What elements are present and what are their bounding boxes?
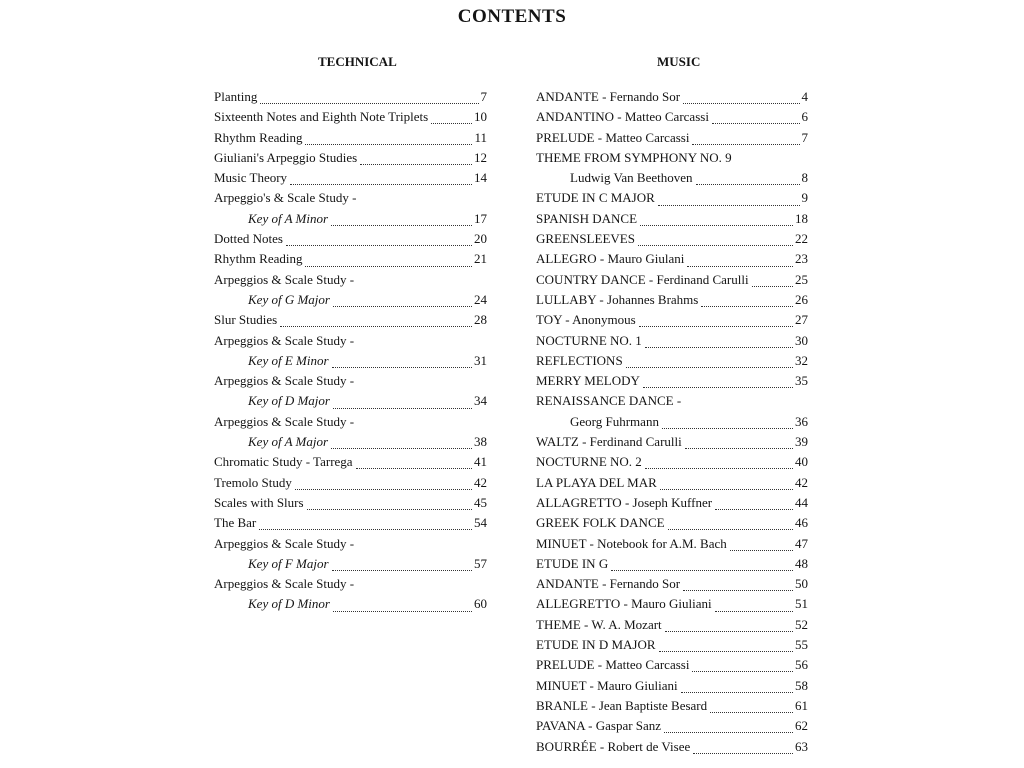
dot-leader <box>664 731 793 733</box>
dot-leader <box>665 630 793 632</box>
music-entry-title: TOY - Anonymous <box>536 312 636 328</box>
dot-leader <box>259 528 472 530</box>
technical-entry-page: 10 <box>474 109 487 125</box>
music-entry-page: 32 <box>795 352 808 368</box>
technical-entry <box>214 130 487 150</box>
dot-leader <box>307 508 472 510</box>
technical-entry-page: 34 <box>474 393 487 409</box>
dot-leader <box>730 549 793 551</box>
technical-entry-page: 20 <box>474 231 487 247</box>
technical-entry-page: 45 <box>474 494 487 510</box>
music-entry-page: 4 <box>801 89 808 104</box>
music-entry-title: ALLAGRETTO - Joseph Kuffner <box>536 494 713 510</box>
music-entry-page: 26 <box>795 291 808 307</box>
music-entry-page: 58 <box>795 677 808 693</box>
technical-entry-page: 24 <box>474 291 487 307</box>
dot-leader <box>331 447 472 449</box>
dot-leader <box>683 589 793 591</box>
music-entry-title: SPANISH DANCE <box>536 210 638 226</box>
page-title: CONTENTS <box>457 6 567 27</box>
music-entry <box>536 414 808 434</box>
music-entry-page: 36 <box>795 413 808 429</box>
music-entry-page: 46 <box>795 515 808 531</box>
music-entry-title: BRANLE - Jean Baptiste Besard <box>536 697 708 713</box>
dot-leader <box>752 285 793 287</box>
music-entry <box>536 495 808 515</box>
technical-entry <box>214 251 487 271</box>
music-entry-title: ETUDE IN G <box>536 555 609 571</box>
music-entry <box>536 698 808 718</box>
music-entry-page: 55 <box>795 637 808 653</box>
technical-entry <box>214 515 487 535</box>
technical-entry-title: Planting <box>214 89 258 104</box>
technical-entry <box>214 231 487 251</box>
dot-leader <box>685 447 793 449</box>
music-entry-page: 22 <box>795 231 808 247</box>
music-entry <box>536 89 808 109</box>
music-entry <box>536 637 808 657</box>
dot-leader <box>693 752 793 754</box>
dot-leader <box>356 467 472 469</box>
dot-leader <box>333 610 472 612</box>
music-entry <box>536 231 808 251</box>
technical-entry <box>214 596 487 616</box>
technical-entry-page: 42 <box>474 474 487 490</box>
music-entry <box>536 251 808 271</box>
technical-entry-title: Key of D Minor <box>248 596 330 612</box>
technical-entry <box>214 393 487 413</box>
technical-entry-title: Arpeggios & Scale Study - <box>214 576 355 592</box>
dot-leader <box>659 650 793 652</box>
music-entry <box>536 109 808 129</box>
dot-leader <box>696 183 800 185</box>
music-entry-page: 27 <box>795 312 808 328</box>
music-entry <box>536 617 808 637</box>
technical-contents-list <box>214 89 487 617</box>
dot-leader <box>660 488 793 490</box>
technical-entry <box>214 475 487 495</box>
music-entry <box>536 434 808 454</box>
technical-entry-title: Slur Studies <box>214 312 278 328</box>
dot-leader <box>332 569 472 571</box>
technical-entry-title: Key of D Major <box>248 393 330 409</box>
music-entry-title: BOURRÉE - Robert de Visee <box>536 738 691 754</box>
music-entry <box>536 353 808 373</box>
music-entry-title: MINUET - Mauro Giuliani <box>536 677 678 693</box>
music-entry-page: 50 <box>795 576 808 592</box>
music-entry-title: THEME FROM SYMPHONY NO. 9 <box>536 149 732 165</box>
music-entry-page: 9 <box>801 190 808 206</box>
dot-leader <box>658 204 800 206</box>
technical-entry <box>214 89 487 109</box>
dot-leader <box>360 163 472 165</box>
music-entry-title: PRELUDE - Matteo Carcassi <box>536 657 690 673</box>
music-entry-page: 63 <box>795 738 808 754</box>
music-entry-title: MINUET - Notebook for A.M. Bach <box>536 535 727 551</box>
music-entry-page: 7 <box>801 129 808 145</box>
music-entry <box>536 393 808 413</box>
music-entry-page: 56 <box>795 657 808 673</box>
music-entry <box>536 556 808 576</box>
music-entry-title: REFLECTIONS <box>536 352 623 368</box>
music-entry-title: LA PLAYA DEL MAR <box>536 474 657 490</box>
music-entry-page: 40 <box>795 454 808 470</box>
technical-entry-title: Scales with Slurs <box>214 494 304 510</box>
music-entry <box>536 333 808 353</box>
technical-entry <box>214 333 487 353</box>
music-entry-title: NOCTURNE NO. 1 <box>536 332 642 348</box>
dot-leader <box>692 143 799 145</box>
technical-entry-title: Key of F Major <box>248 555 329 571</box>
technical-entry-page: 21 <box>474 251 487 267</box>
music-entry-page: 52 <box>795 616 808 632</box>
music-entry <box>536 150 808 170</box>
dot-leader <box>710 711 793 713</box>
music-entry-page: 62 <box>795 718 808 734</box>
music-entry-title: LULLABY - Johannes Brahms <box>536 291 699 307</box>
dot-leader <box>431 122 472 124</box>
music-entry-title: MERRY MELODY <box>536 373 640 389</box>
music-entry <box>536 454 808 474</box>
music-entry-title: ALLEGRETTO - Mauro Giuliani <box>536 596 712 612</box>
dot-leader <box>645 467 793 469</box>
music-entry <box>536 678 808 698</box>
dot-leader <box>643 386 793 388</box>
technical-entry-title: Arpeggios & Scale Study - <box>214 413 355 429</box>
dot-leader <box>683 102 799 104</box>
music-entry-page: 61 <box>795 697 808 713</box>
technical-entry-title: Music Theory <box>214 170 288 186</box>
dot-leader <box>681 691 793 693</box>
dot-leader <box>331 224 472 226</box>
music-entry <box>536 718 808 738</box>
technical-entry-page: 38 <box>474 434 487 450</box>
music-entry <box>536 536 808 556</box>
dot-leader <box>260 102 478 104</box>
music-entry-page: 30 <box>795 332 808 348</box>
technical-entry <box>214 170 487 190</box>
music-entry <box>536 515 808 535</box>
technical-entry-title: Rhythm Reading <box>214 251 303 267</box>
technical-entry-page: 41 <box>474 454 487 470</box>
technical-entry-title: Arpeggio's & Scale Study - <box>214 190 357 206</box>
music-entry-title: NOCTURNE NO. 2 <box>536 454 642 470</box>
dot-leader <box>295 488 472 490</box>
technical-entry <box>214 576 487 596</box>
music-entry-page: 47 <box>795 535 808 551</box>
music-entry-page: 39 <box>795 434 808 450</box>
music-entry-title: COUNTRY DANCE - Ferdinand Carulli <box>536 271 749 287</box>
music-entry-page: 23 <box>795 251 808 267</box>
technical-entry-title: Arpeggios & Scale Study - <box>214 332 355 348</box>
technical-entry <box>214 556 487 576</box>
music-entry <box>536 596 808 616</box>
dot-leader <box>280 325 472 327</box>
dot-leader <box>701 305 793 307</box>
music-entry-title: ETUDE IN D MAJOR <box>536 637 656 653</box>
technical-entry <box>214 414 487 434</box>
technical-entry-page: 12 <box>474 149 487 165</box>
technical-entry-title: Dotted Notes <box>214 231 283 247</box>
technical-entry-page: 11 <box>474 129 487 145</box>
dot-leader <box>638 244 793 246</box>
technical-entry-page: 17 <box>474 210 487 226</box>
technical-entry-page: 54 <box>474 515 487 531</box>
technical-entry-title: Key of G Major <box>248 291 330 307</box>
music-contents-list <box>536 89 808 759</box>
music-entry-title: WALTZ - Ferdinand Carulli <box>536 434 682 450</box>
dot-leader <box>715 610 793 612</box>
technical-entry-title: Key of A Major <box>248 434 329 450</box>
technical-entry <box>214 211 487 231</box>
dot-leader <box>715 508 793 510</box>
dot-leader <box>668 528 793 530</box>
music-entry-title: Georg Fuhrmann <box>570 413 659 429</box>
music-entry <box>536 190 808 210</box>
music-entry-title: ETUDE IN C MAJOR <box>536 190 655 206</box>
dot-leader <box>645 346 793 348</box>
technical-heading: TECHNICAL <box>318 54 397 69</box>
music-entry-title: ALLEGRO - Mauro Giulani <box>536 251 685 267</box>
music-entry-title: PRELUDE - Matteo Carcassi <box>536 129 690 145</box>
dot-leader <box>305 265 472 267</box>
music-entry <box>536 576 808 596</box>
music-entry-title: PAVANA - Gaspar Sanz <box>536 718 662 734</box>
technical-entry-page: 7 <box>480 89 487 104</box>
technical-entry <box>214 150 487 170</box>
technical-entry <box>214 454 487 474</box>
dot-leader <box>639 325 793 327</box>
technical-entry-page: 31 <box>474 352 487 368</box>
music-entry <box>536 292 808 312</box>
music-entry <box>536 312 808 332</box>
dot-leader <box>333 407 472 409</box>
music-entry-title: ANDANTE - Fernando Sor <box>536 576 681 592</box>
technical-entry-page: 28 <box>474 312 487 328</box>
music-entry-page: 35 <box>795 373 808 389</box>
dot-leader <box>687 265 793 267</box>
technical-entry-title: Tremolo Study <box>214 474 292 490</box>
technical-entry <box>214 272 487 292</box>
music-entry-title: ANDANTE - Fernando Sor <box>536 89 681 104</box>
music-entry-page: 8 <box>801 170 808 186</box>
technical-entry-title: Key of A Minor <box>248 210 329 226</box>
technical-entry-title: Rhythm Reading <box>214 129 303 145</box>
dot-leader <box>333 305 472 307</box>
music-entry <box>536 739 808 759</box>
dot-leader <box>662 427 793 429</box>
technical-entry <box>214 190 487 210</box>
music-entry <box>536 475 808 495</box>
music-entry-title: THEME - W. A. Mozart <box>536 616 662 632</box>
music-entry-page: 18 <box>795 210 808 226</box>
music-entry-title: Ludwig Van Beethoven <box>570 170 693 186</box>
dot-leader <box>626 366 793 368</box>
technical-entry <box>214 495 487 515</box>
technical-entry <box>214 536 487 556</box>
technical-entry <box>214 373 487 393</box>
technical-entry-title: Arpeggios & Scale Study - <box>214 535 355 551</box>
technical-entry-title: Giuliani's Arpeggio Studies <box>214 149 358 165</box>
dot-leader <box>640 224 793 226</box>
technical-entry <box>214 312 487 332</box>
dot-leader <box>332 366 472 368</box>
technical-entry <box>214 109 487 129</box>
technical-entry-title: Chromatic Study - Tarrega <box>214 454 353 470</box>
technical-entry <box>214 434 487 454</box>
dot-leader <box>286 244 472 246</box>
technical-entry-title: Sixteenth Notes and Eighth Note Triplets <box>214 109 429 125</box>
music-entry-page: 44 <box>795 494 808 510</box>
technical-entry-page: 60 <box>474 596 487 612</box>
music-entry-page: 42 <box>795 474 808 490</box>
technical-entry <box>214 353 487 373</box>
technical-entry-title: The Bar <box>214 515 257 531</box>
music-entry <box>536 657 808 677</box>
music-entry-title: GREENSLEEVES <box>536 231 635 247</box>
music-entry-page: 6 <box>801 109 808 125</box>
music-entry <box>536 130 808 150</box>
music-entry <box>536 272 808 292</box>
technical-entry-title: Key of E Minor <box>248 352 329 368</box>
dot-leader <box>611 569 793 571</box>
music-entry-title: GREEK FOLK DANCE <box>536 515 665 531</box>
dot-leader <box>290 183 472 185</box>
music-heading: MUSIC <box>657 54 701 69</box>
music-entry-page: 51 <box>795 596 808 612</box>
music-entry <box>536 211 808 231</box>
technical-entry <box>214 292 487 312</box>
technical-entry-title: Arpeggios & Scale Study - <box>214 373 355 389</box>
technical-entry-page: 14 <box>474 170 487 186</box>
music-entry-page: 25 <box>795 271 808 287</box>
technical-entry-title: Arpeggios & Scale Study - <box>214 271 355 287</box>
dot-leader <box>712 122 800 124</box>
music-entry-page: 48 <box>795 555 808 571</box>
music-entry-title: ANDANTINO - Matteo Carcassi <box>536 109 709 125</box>
technical-entry-page: 57 <box>474 555 487 571</box>
music-entry <box>536 170 808 190</box>
music-entry-title: RENAISSANCE DANCE - <box>536 393 682 409</box>
dot-leader <box>305 143 472 145</box>
dot-leader <box>692 670 793 672</box>
music-entry <box>536 373 808 393</box>
